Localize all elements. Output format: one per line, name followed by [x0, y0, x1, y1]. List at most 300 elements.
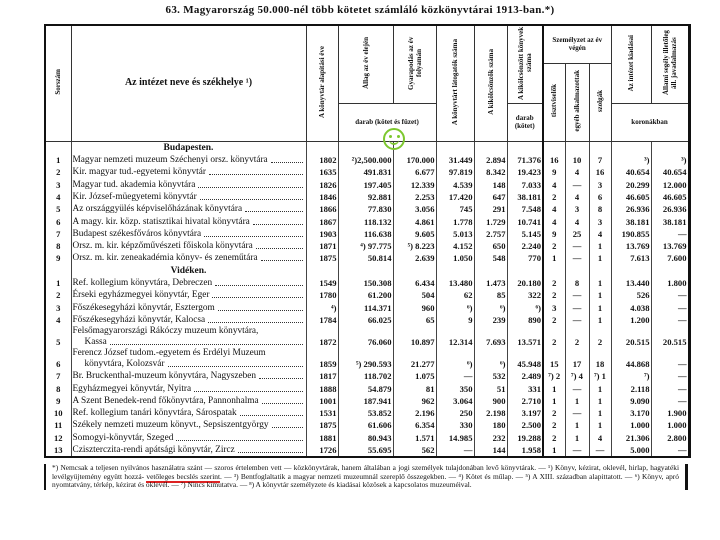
cell-latogatok: 14.985 [436, 431, 474, 443]
table-row [45, 407, 689, 419]
cell-egyeb: — [565, 301, 589, 313]
row-number: 1 [45, 277, 71, 289]
cell-szolgak: 1 [589, 252, 611, 264]
name-line [73, 433, 305, 444]
cell-szolgak: 1 [589, 314, 611, 326]
cell-kikolcsonzott: 322 [507, 289, 543, 301]
library-name [71, 301, 306, 313]
header-szemelyzet: Személyzet az év végén [543, 25, 611, 63]
cell-year: 1802 [306, 154, 338, 166]
row-number: 10 [45, 407, 71, 419]
cell-egyeb: 3 [565, 203, 589, 215]
cell-gyarapodas: 6.354 [393, 419, 436, 431]
table-row [45, 419, 689, 431]
cell-latogatok: 4.152 [436, 240, 474, 252]
library-name [71, 154, 306, 166]
name-text: A magy. kir. közp. statisztikai hivatal könyvtára [72, 216, 250, 227]
cell-kiadasai: 26.936 [611, 203, 651, 215]
cell-tisztviselok: 9 [543, 228, 565, 240]
cell-kiadasai: ⁷) [611, 370, 651, 382]
library-name [71, 289, 306, 301]
cell-gyarapodas: 562 [393, 444, 436, 457]
cell-tisztviselok: 9 [543, 166, 565, 178]
cell-kikolcsonzok: ⁶) [474, 348, 507, 370]
dot-leader [209, 174, 303, 175]
cell-kikolcsonzott: 20.180 [507, 277, 543, 289]
cell-tisztviselok: 2 [543, 240, 565, 252]
cell-allami: 1.900 [651, 407, 689, 419]
header-tisztviselok: tisztviselők [543, 63, 565, 141]
cell-year: 1846 [306, 191, 338, 203]
table-row [45, 191, 689, 203]
header-allami: Állami segély illetőleg áll. javadalmazás [651, 25, 689, 103]
cell-allag: 92.881 [338, 191, 393, 203]
cell-kikolcsonzott: ⁶) [507, 301, 543, 313]
cell-kikolcsonzok: 51 [474, 382, 507, 394]
empty-cell [611, 141, 651, 154]
row-number: 11 [45, 419, 71, 431]
cell-tisztviselok: 4 [543, 178, 565, 190]
cell-gyarapodas: 4.861 [393, 215, 436, 227]
cell-allag: 114.371 [338, 301, 393, 313]
cell-szolgak: 2 [589, 326, 611, 348]
cell-kikolcsonzott: 7.033 [507, 178, 543, 190]
cell-egyeb: 25 [565, 228, 589, 240]
name-text: Egyházmegyei könyvtár, Nyitra [72, 383, 192, 394]
row-number: 7 [45, 228, 71, 240]
row-number: 4 [45, 191, 71, 203]
cell-gyarapodas: 2.196 [393, 407, 436, 419]
cell-kikolcsonzok: 1.473 [474, 277, 507, 289]
cell-kikolcsonzott: 19.288 [507, 431, 543, 443]
name-line [73, 241, 305, 252]
cell-allag: 491.831 [338, 166, 393, 178]
name-line [73, 337, 305, 348]
dot-leader [194, 391, 302, 392]
cell-allag: 197.405 [338, 178, 393, 190]
section-label: Vidéken. [71, 264, 306, 276]
table-row [45, 348, 689, 370]
empty-cell [565, 264, 589, 276]
cell-latogatok: 31.449 [436, 154, 474, 166]
cell-gyarapodas: 170.000 [393, 154, 436, 166]
cell-kikolcsonzok: 85 [474, 289, 507, 301]
cell-egyeb: 2 [565, 326, 589, 348]
name-text: Br. Bruckenthal-muzeum könyvtára, Nagyszeben [72, 371, 257, 382]
cell-allag: 76.060 [338, 326, 393, 348]
cell-kikolcsonzott: 3.197 [507, 407, 543, 419]
cell-allami: — [651, 314, 689, 326]
cell-kikolcsonzott: 10.741 [507, 215, 543, 227]
cell-allami: 38.181 [651, 215, 689, 227]
cell-tisztviselok: 2 [543, 314, 565, 326]
cell-kikolcsonzott: 45.948 [507, 348, 543, 370]
cell-gyarapodas: 1.571 [393, 431, 436, 443]
cell-gyarapodas: 9.605 [393, 228, 436, 240]
empty-cell [306, 141, 338, 154]
header-name: Az intézet neve és székhelye ¹) [71, 25, 306, 141]
name-line [73, 396, 305, 407]
name-line [73, 290, 305, 301]
cell-szolgak: 1 [589, 419, 611, 431]
name-text: Érseki egyházmegyei könyvtár, Eger [72, 290, 210, 301]
cell-tisztviselok: 4 [543, 215, 565, 227]
name-line [73, 180, 305, 191]
table-row [45, 301, 689, 313]
cell-kikolcsonzok: 148 [474, 178, 507, 190]
cell-kikolcsonzok: 291 [474, 203, 507, 215]
cell-kikolcsonzok: 8.342 [474, 166, 507, 178]
cell-kiadasai: ³) [611, 154, 651, 166]
name-line [73, 384, 305, 395]
cell-tisztviselok: 1 [543, 382, 565, 394]
cell-kiadasai: 20.299 [611, 178, 651, 190]
name-text: Székely nemzeti muzeum könyvt., Sepsiszentgyörgy [72, 420, 269, 431]
cell-szolgak: 16 [589, 166, 611, 178]
library-name [71, 215, 306, 227]
cell-allami: — [651, 228, 689, 240]
name-text: Kassa [84, 336, 107, 347]
library-name [71, 326, 306, 348]
library-name [71, 431, 306, 443]
cell-allag: 80.943 [338, 431, 393, 443]
row-number: 12 [45, 431, 71, 443]
footnote-text-2: . — ³) Bentfoglaltatik a magyar nemzeti muzeumnál szereplő összegekben. — ⁴) Kötet és műlap. — ⁵) A XIII. században alapittatott. — ⁶) Könyv, apró nyomtatvány, térkép, kézirat és oklevél. — ⁷) Nincs kimutatva. — ⁸) A könyvtár személyzete és kiadásai közösek a kapcsolatos muzeuméival. [52, 471, 679, 490]
name-line [73, 229, 305, 240]
cell-kikolcsonzott: 38.181 [507, 191, 543, 203]
row-number: 7 [45, 370, 71, 382]
cell-latogatok: — [436, 444, 474, 457]
name-line [73, 155, 305, 166]
cell-tisztviselok: 4 [543, 203, 565, 215]
empty-cell [436, 141, 474, 154]
cell-egyeb: 1 [565, 395, 589, 407]
dot-leader [110, 344, 303, 345]
library-name [71, 314, 306, 326]
cell-allami: 1.000 [651, 419, 689, 431]
cell-kiadasai: 4.038 [611, 301, 651, 313]
cell-kikolcsonzok: 548 [474, 252, 507, 264]
cell-year: 1531 [306, 407, 338, 419]
cell-tisztviselok: 2 [543, 431, 565, 443]
cell-allami: — [651, 382, 689, 394]
name-line [73, 167, 305, 178]
library-name [71, 348, 306, 370]
cell-allami: 46.605 [651, 191, 689, 203]
cell-allag: 50.814 [338, 252, 393, 264]
name-text: Az országgyülés képviselőházának könyvtára [72, 204, 243, 215]
cell-latogatok: 9 [436, 314, 474, 326]
cell-year: 1875 [306, 419, 338, 431]
name-line [73, 204, 305, 215]
section-label: Budapesten. [71, 141, 306, 154]
name-line [73, 315, 305, 326]
row-number: 9 [45, 395, 71, 407]
header-kiadasai: Az intézet kiadásai [611, 25, 651, 103]
table-row [45, 154, 689, 166]
table-row [45, 382, 689, 394]
cell-allag: 118.702 [338, 370, 393, 382]
cell-szolgak: 1 [589, 382, 611, 394]
cell-kikolcsonzok: 1.729 [474, 215, 507, 227]
cell-allami: — [651, 395, 689, 407]
cell-year: 1635 [306, 166, 338, 178]
table-row [45, 326, 689, 348]
cell-kiadasai: 44.868 [611, 348, 651, 370]
name-line [73, 445, 305, 456]
dot-leader [272, 427, 303, 428]
dot-leader [208, 322, 302, 323]
cell-gyarapodas: 960 [393, 301, 436, 313]
cell-year: 1867 [306, 215, 338, 227]
dot-leader [253, 224, 303, 225]
dot-leader [259, 378, 302, 379]
cell-year: ⁴) [306, 301, 338, 313]
underlined-phrase: vetőleges becslés szerint [146, 471, 221, 481]
cell-kiadasai: 40.654 [611, 166, 651, 178]
cell-szolgak: 18 [589, 348, 611, 370]
name-line [73, 278, 305, 289]
cell-gyarapodas: 1.075 [393, 370, 436, 382]
footnotes [44, 464, 688, 490]
row-number: 8 [45, 382, 71, 394]
row-number: 8 [45, 240, 71, 252]
row-number: 6 [45, 348, 71, 370]
table-row [45, 178, 689, 190]
cell-kiadasai: 38.181 [611, 215, 651, 227]
dot-leader [215, 285, 302, 286]
name-text: Főszékesegyházi könyvtár, Esztergom [72, 302, 215, 313]
cell-allami: 1.800 [651, 277, 689, 289]
empty-cell [45, 141, 71, 154]
cell-egyeb: 1 [565, 431, 589, 443]
cell-kikolcsonzok: ⁶) [474, 301, 507, 313]
cell-egyeb: 4 [565, 215, 589, 227]
table-body [45, 141, 689, 457]
dot-leader [245, 211, 302, 212]
cell-kikolcsonzott: 890 [507, 314, 543, 326]
cell-szolgak: 4 [589, 431, 611, 443]
cell-latogatok: 3.064 [436, 395, 474, 407]
cell-kiadasai: 21.306 [611, 431, 651, 443]
cell-egyeb: 4 [565, 191, 589, 203]
smiley-icon [383, 128, 405, 150]
name-line [73, 253, 305, 264]
name-line [73, 217, 305, 228]
empty-cell [338, 264, 393, 276]
cell-year: 1871 [306, 240, 338, 252]
cell-egyeb: 4 [565, 166, 589, 178]
cell-kikolcsonzott: 2.710 [507, 395, 543, 407]
cell-tisztviselok: 16 [543, 154, 565, 166]
cell-year: 1888 [306, 382, 338, 394]
dot-leader [261, 260, 303, 261]
cell-gyarapodas: 2.253 [393, 191, 436, 203]
cell-egyeb: — [565, 314, 589, 326]
dot-leader [204, 236, 302, 237]
header-egyeb: egyéb alkalmazottak [565, 63, 589, 141]
cell-allami: — [651, 348, 689, 370]
row-number: 3 [45, 178, 71, 190]
empty-cell [543, 141, 565, 154]
cell-szolgak: 1 [589, 277, 611, 289]
cell-tisztviselok: 2 [543, 289, 565, 301]
cell-tisztviselok: 15 [543, 348, 565, 370]
header-darab: darab (kötet és füzet) [338, 103, 436, 141]
dot-leader [271, 162, 303, 163]
header-latogatok: A könyvtárt látogatók száma [436, 25, 474, 141]
cell-egyeb: — [565, 407, 589, 419]
cell-egyeb: — [565, 289, 589, 301]
cell-kikolcsonzott: 770 [507, 252, 543, 264]
cell-year: 1726 [306, 444, 338, 457]
dot-leader [240, 415, 303, 416]
empty-cell [393, 264, 436, 276]
cell-year: 1872 [306, 326, 338, 348]
cell-kikolcsonzok: 2.198 [474, 407, 507, 419]
name-text: Orsz. m. kir. zeneakadémia könyv- és zeneműtára [72, 253, 258, 264]
cell-allami: — [651, 301, 689, 313]
table-row [45, 431, 689, 443]
empty-cell [651, 141, 689, 154]
cell-kikolcsonzok: 232 [474, 431, 507, 443]
library-name [71, 277, 306, 289]
cell-allag: 187.941 [338, 395, 393, 407]
cell-gyarapodas: 21.277 [393, 348, 436, 370]
cell-allami: 7.600 [651, 252, 689, 264]
cell-gyarapodas: 6.434 [393, 277, 436, 289]
library-name [71, 228, 306, 240]
cell-allag: 55.695 [338, 444, 393, 457]
cell-tisztviselok: 2 [543, 419, 565, 431]
row-number: 3 [45, 301, 71, 313]
cell-gyarapodas: 2.639 [393, 252, 436, 264]
table-row [45, 252, 689, 264]
cell-kikolcsonzott: 2.240 [507, 240, 543, 252]
cell-kikolcsonzott: 1.958 [507, 444, 543, 457]
name-line: Ferencz József tudom.-egyetem és Erdélyi Muzeum [72, 347, 266, 358]
name-text: Magyar nemzeti muzeum Széchenyi orsz. könyvtára [72, 155, 268, 166]
name-text: Főszékesegyházi könyvtár, Kalocsa [72, 314, 206, 325]
cell-latogatok: 62 [436, 289, 474, 301]
table-row [45, 240, 689, 252]
cell-latogatok: 4.539 [436, 178, 474, 190]
cell-tisztviselok: 2 [543, 277, 565, 289]
cell-kiadasai: 7.613 [611, 252, 651, 264]
empty-cell [565, 141, 589, 154]
name-line [73, 371, 305, 382]
table-row [45, 203, 689, 215]
name-text: Ref. kollegium tanári könyvtára, Sárospatak [72, 408, 237, 419]
dot-leader [200, 199, 303, 200]
dot-leader [218, 310, 303, 311]
cell-allami: 2.800 [651, 431, 689, 443]
cell-year: 1859 [306, 348, 338, 370]
row-number: 5 [45, 203, 71, 215]
cell-kikolcsonzok: 239 [474, 314, 507, 326]
cell-kiadasai: 3.170 [611, 407, 651, 419]
empty-cell [436, 264, 474, 276]
header-koronakban: koronákban [611, 103, 689, 141]
name-line [73, 408, 305, 419]
header-gyarapodas: Gyarapodás az év folyamán [393, 25, 436, 103]
cell-latogatok: 350 [436, 382, 474, 394]
row-number: 6 [45, 215, 71, 227]
header-darab-kotet: darab (kötet) [507, 103, 543, 141]
cell-year: 1875 [306, 252, 338, 264]
cell-szolgak: 4 [589, 228, 611, 240]
cell-egyeb: 1 [565, 419, 589, 431]
cell-kikolcsonzott: 331 [507, 382, 543, 394]
name-text: Kir. József-müegyetemi könyvtár [72, 191, 197, 202]
table-row [45, 277, 689, 289]
cell-year: 1001 [306, 395, 338, 407]
name-text: Kir. magyar tud.-egyetemi könyvtár [72, 167, 206, 178]
cell-tisztviselok: 2 [543, 326, 565, 348]
header-year: A könyvtár alapítási éve [306, 25, 338, 141]
cell-kikolcsonzok: 900 [474, 395, 507, 407]
row-number: 9 [45, 252, 71, 264]
header-kikolcsonzok: A kikölcsönzők száma [474, 25, 507, 141]
library-name [71, 382, 306, 394]
cell-kiadasai: 9.090 [611, 395, 651, 407]
cell-kikolcsonzok: 647 [474, 191, 507, 203]
cell-allag: ⁴) 97.775 [338, 240, 393, 252]
empty-cell [543, 264, 565, 276]
name-text: Cziszterczita-rendi apátsági könyvtár, Zircz [72, 445, 235, 456]
library-name [71, 419, 306, 431]
cell-kiadasai: 5.000 [611, 444, 651, 457]
cell-allami: 12.000 [651, 178, 689, 190]
cell-kiadasai: 190.855 [611, 228, 651, 240]
footnote-text-1: *) Nemcsak a teljesen nyilvános használatra szánt — szoros értelemben vett — közkönyvtárak, hanem általában a jogi személyek tulajdonában levő könyvtárak. — ¹) Könyv, kézirat, oklevél, hirlap, hagyatéki levélgyüjtemény együtt hozzá- [52, 463, 679, 481]
table-header [45, 25, 689, 141]
cell-allami: 40.654 [651, 166, 689, 178]
cell-latogatok: — [436, 370, 474, 382]
cell-kiadasai: 46.605 [611, 191, 651, 203]
cell-tisztviselok: 2 [543, 407, 565, 419]
name-line [73, 303, 305, 314]
library-name [71, 444, 306, 457]
empty-cell [306, 264, 338, 276]
cell-gyarapodas: 10.897 [393, 326, 436, 348]
cell-allag: 53.852 [338, 407, 393, 419]
empty-cell [507, 264, 543, 276]
cell-kikolcsonzok: 2.894 [474, 154, 507, 166]
cell-latogatok: 97.819 [436, 166, 474, 178]
cell-gyarapodas: 962 [393, 395, 436, 407]
table-title: 63. Magyarország 50.000-nél több kötetet számláló közkönyvtárai 1913-ban.*) [165, 4, 555, 16]
cell-allami: 20.515 [651, 326, 689, 348]
cell-gyarapodas: ⁵) 8.223 [393, 240, 436, 252]
cell-kikolcsonzok: 532 [474, 370, 507, 382]
cell-kikolcsonzok: 180 [474, 419, 507, 431]
cell-allag: 150.308 [338, 277, 393, 289]
header-kikolcsonzott: A kikölcsönzött könyvek száma [507, 25, 543, 103]
cell-szolgak: 8 [589, 203, 611, 215]
table-row [45, 314, 689, 326]
table-row [45, 289, 689, 301]
library-name [71, 166, 306, 178]
row-number: 5 [45, 326, 71, 348]
library-table [44, 24, 691, 458]
cell-allami: ³) [651, 154, 689, 166]
cell-szolgak: 3 [589, 178, 611, 190]
cell-gyarapodas: 81 [393, 382, 436, 394]
cell-egyeb: — [565, 444, 589, 457]
cell-szolgak: 1 [589, 395, 611, 407]
library-name [71, 178, 306, 190]
